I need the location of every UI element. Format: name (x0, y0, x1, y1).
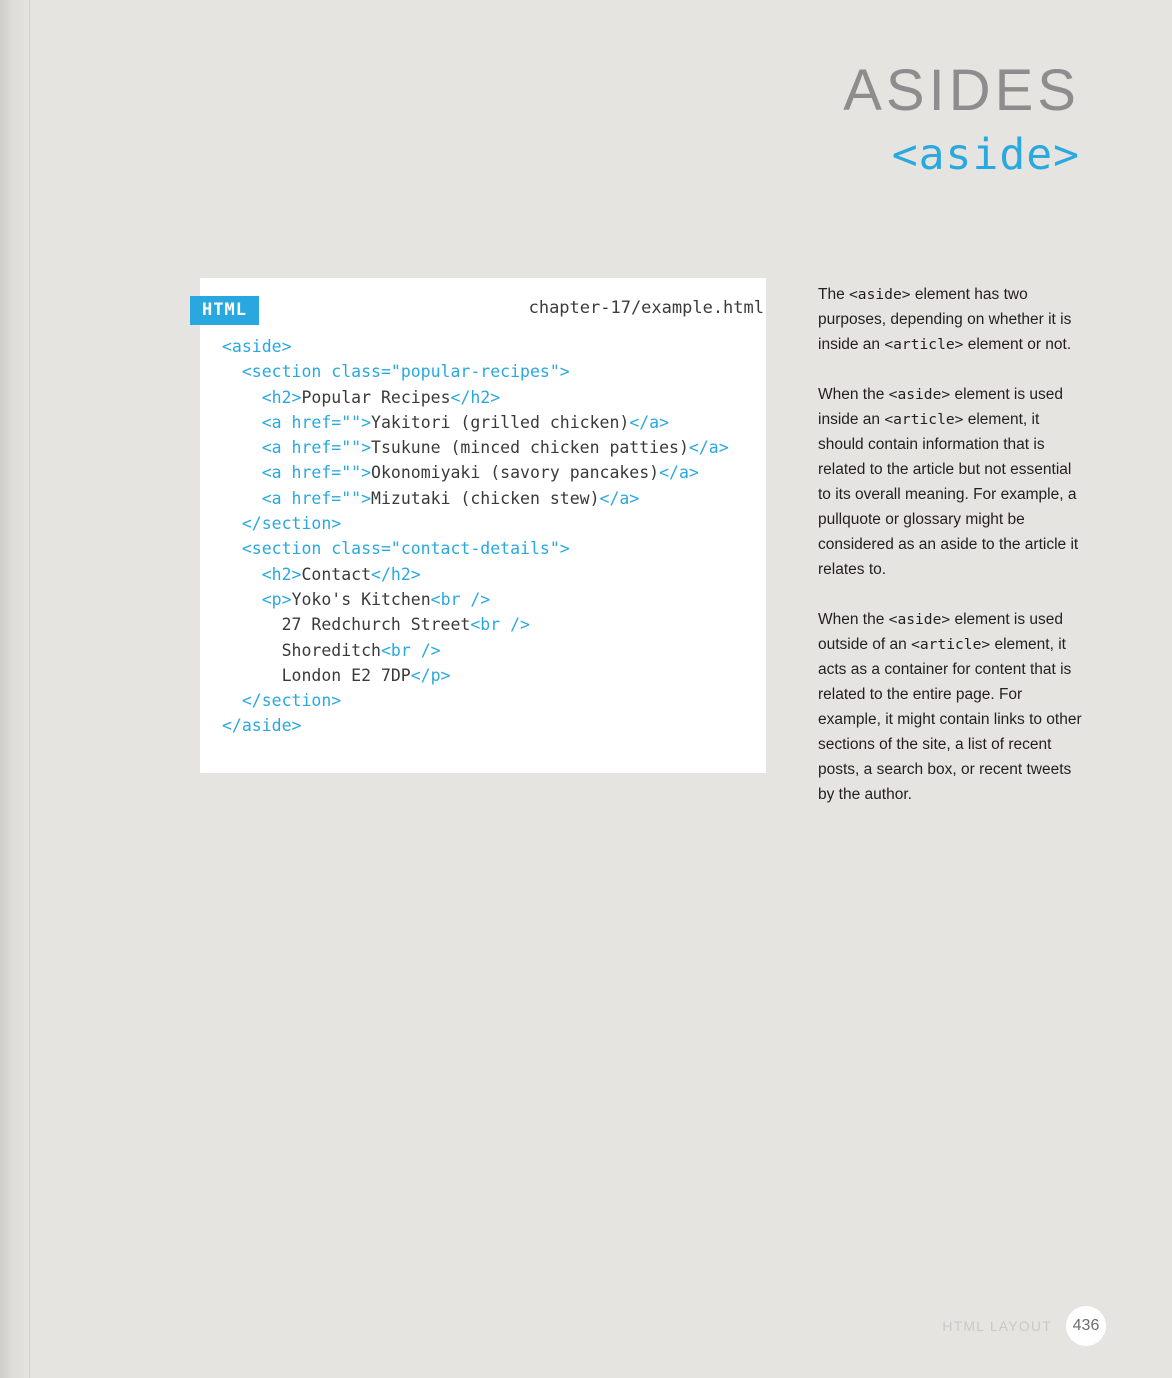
inline-code: <aside> (849, 286, 911, 303)
code-text: 27 Redchurch Street (222, 615, 471, 635)
code-tag: </a> (659, 463, 699, 483)
code-tag: </aside> (222, 716, 302, 736)
code-tag: <a href=""> (261, 488, 372, 508)
page-edge-shadow (0, 0, 30, 1378)
code-text: Okonomiyaki (savory pancakes) (371, 463, 660, 483)
code-tag: </h2> (450, 387, 501, 407)
code-example-panel (200, 278, 766, 773)
language-badge: HTML (190, 296, 259, 325)
code-tag: <a href=""> (261, 412, 372, 432)
code-tag: </section> (241, 514, 342, 534)
inline-code: <article> (884, 336, 964, 353)
page-subtitle: <aside> (891, 130, 1080, 180)
code-text (222, 489, 262, 508)
code-line (222, 486, 756, 511)
body-paragraph: When the <aside> element is used outside of an <article> element, it acts as a container for content that is related to the entire page. For example, it might contain links to other sections of the site, a list of recent posts, a search box, or recent tweets by the author. (818, 611, 1082, 803)
code-text (222, 691, 242, 710)
code-text: Yakitori (grilled chicken) (371, 412, 630, 432)
code-line (222, 713, 756, 738)
code-line (222, 385, 756, 410)
code-tag: <section class="contact-details"> (241, 539, 570, 559)
page-edge-line (29, 0, 30, 1378)
code-tag: <br /> (430, 589, 491, 609)
code-tag: </a> (688, 438, 729, 458)
code-tag: <aside> (222, 337, 292, 356)
inline-code: <aside> (888, 386, 951, 403)
code-text: Yoko's Kitchen (291, 589, 431, 609)
code-block (200, 304, 766, 773)
code-line (222, 435, 756, 460)
inline-code: <article> (884, 411, 964, 428)
code-line (222, 359, 756, 384)
body-paragraph: When the <aside> element is used inside an <article> element, it should contain information that is related to the article but not essential to its overall meaning. For example, a pullquote or glossary might be considered as an aside to the article it relates to. (818, 386, 1079, 578)
code-text (222, 514, 242, 533)
code-tag: <a href=""> (261, 463, 372, 483)
code-text: Mizutaki (chicken stew) (371, 488, 600, 508)
code-text (222, 362, 242, 381)
code-line (222, 562, 756, 587)
code-text: Popular Recipes (301, 387, 451, 407)
footer-section-label: HTML LAYOUT (942, 1318, 1052, 1334)
page-number-badge: 436 (1066, 1306, 1106, 1346)
code-text (222, 590, 262, 609)
code-tag: </section> (241, 691, 342, 711)
inline-code: <aside> (888, 611, 951, 628)
code-tag: <p> (261, 589, 292, 609)
code-text (222, 539, 242, 558)
code-text: London E2 7DP (222, 665, 411, 685)
code-tag: <section class="popular-recipes"> (241, 362, 570, 382)
code-text (222, 388, 262, 407)
explanatory-text-column (818, 282, 1086, 832)
code-text (222, 413, 262, 432)
code-line (222, 688, 756, 713)
code-file-name: chapter-17/example.html (528, 298, 764, 318)
code-text: Shoreditch (222, 640, 381, 660)
code-line (222, 334, 756, 359)
body-paragraph: The <aside> element has two purposes, depending on whether it is inside an <article> element or not. (818, 286, 1072, 353)
code-text: Tsukune (minced chicken patties) (371, 438, 689, 458)
code-line (222, 536, 756, 561)
code-line (222, 410, 756, 435)
code-tag: <br /> (470, 615, 530, 635)
code-text (222, 565, 262, 584)
page-title: ASIDES (843, 58, 1080, 123)
code-line (222, 460, 756, 485)
code-text (222, 463, 262, 482)
code-tag: <br /> (380, 640, 441, 660)
page-footer (942, 1306, 1106, 1346)
code-tag: <h2> (261, 564, 302, 584)
code-tag: <a href=""> (261, 438, 372, 458)
code-tag: </p> (410, 665, 451, 685)
inline-code: <article> (911, 636, 991, 653)
code-tag: </a> (629, 412, 670, 432)
code-tag: </a> (599, 488, 640, 508)
code-text: Contact (301, 564, 372, 584)
code-text (222, 438, 262, 457)
code-panel-bar (200, 278, 766, 320)
code-line (222, 511, 756, 536)
code-line (222, 587, 756, 612)
code-line (222, 612, 756, 637)
code-tag: <h2> (261, 387, 302, 407)
code-line (222, 638, 756, 663)
page-header (843, 58, 1080, 180)
code-line (222, 663, 756, 688)
code-panel-topline (200, 278, 766, 295)
code-tag: </h2> (371, 564, 421, 584)
